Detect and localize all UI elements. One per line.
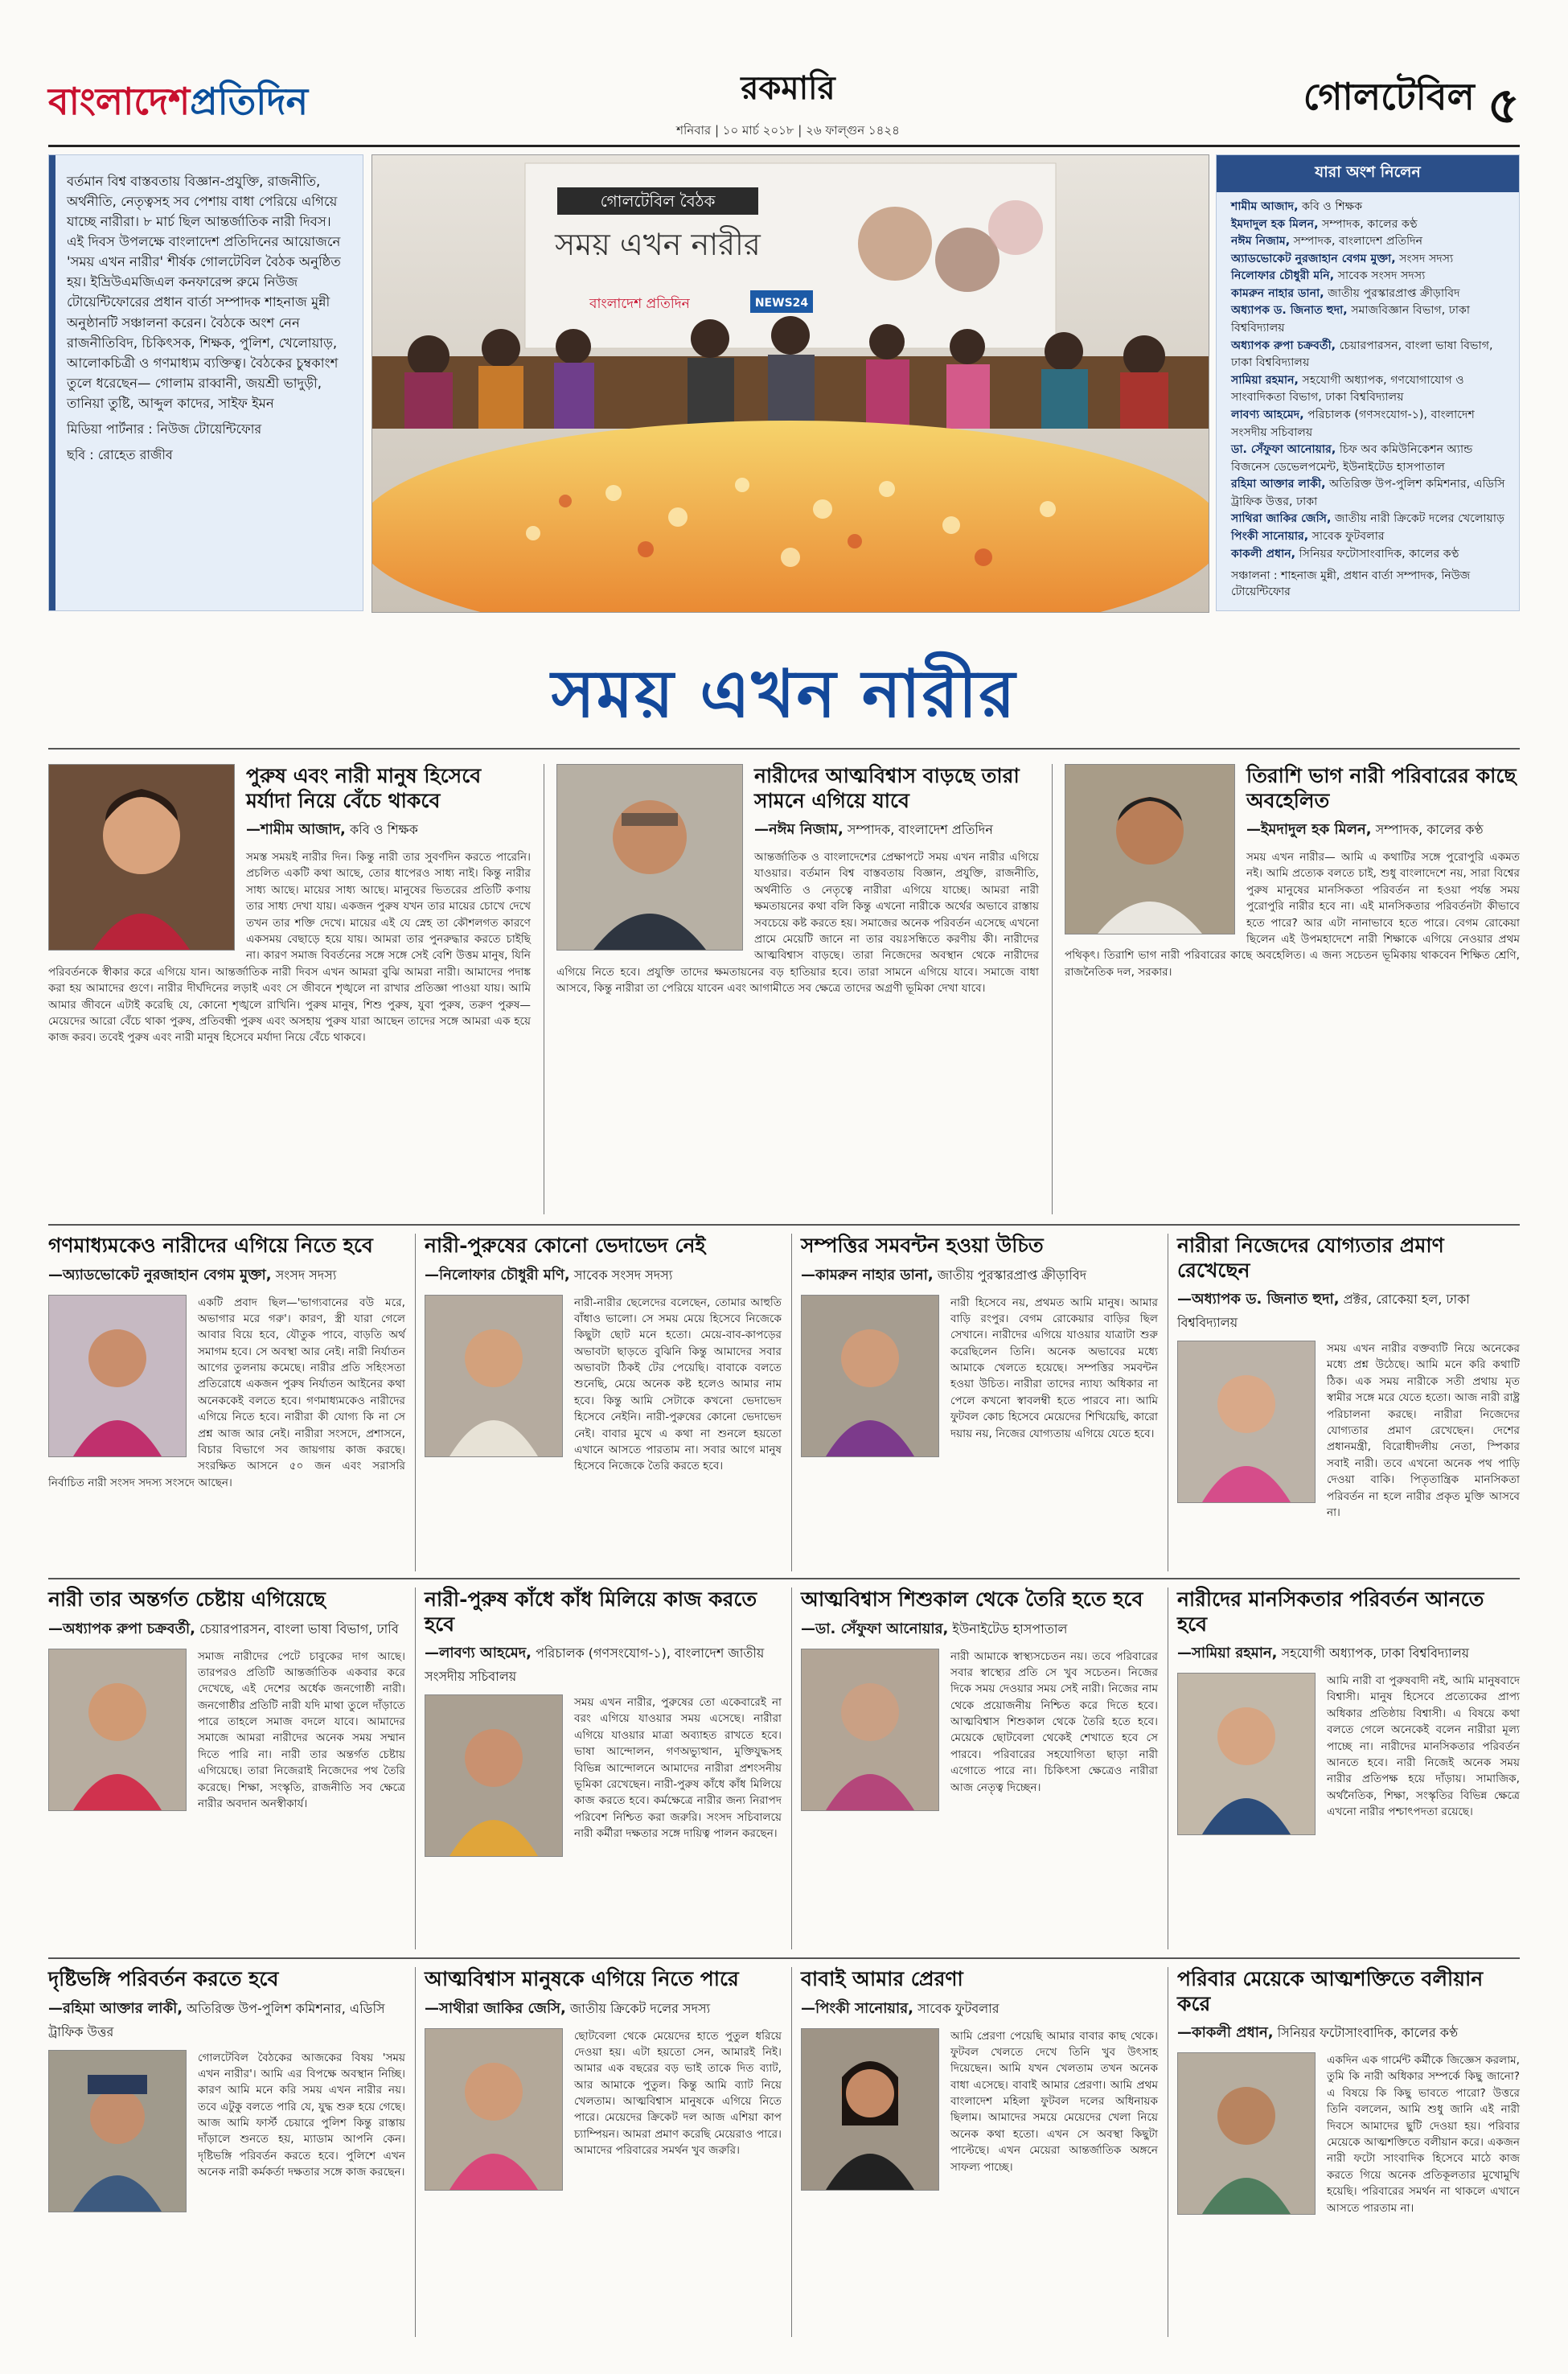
article-body: সমাজ নারীদের পেটে চাবুকের দাগ আছে। তারপরও প্রতিটি আন্তর্জাতিক একবার করে দেখেছে, এই দেশের অর্ধেক জনগোষ্ঠী নারী। জনগোষ্ঠীর প্রতিটি নারী যদি মাথা তুলে দাঁড়াতে পারে তাহলে সমাজ বদলে যাবে। আমাদের সমাজে আমরা নারীদের অনেক সময় সম্মান দিতে পারি না। নারী তার অন্তর্গত চেষ্টায় এগিয়েছে। তারা নিজেরাই নিজেদের পথ তৈরি করেছে। শিক্ষা, সংস্কৃতি, রাজনীতি সব ক্ষেত্রে নারীর অবদান অনস্বীকার্য। [198,1649,405,1811]
participant-item: ডা. সেঁফুফা আনোয়ার, চিফ অব কমিউনিকেশন অ্যান্ড বিজনেস ডেভেলপমেন্ট, ইউনাইটেড হাসপাতাল [1231,443,1473,474]
portrait-photo [425,1295,563,1457]
row-divider [48,1224,1520,1226]
participant-item: শামীম আজাদ, কবি ও শিক্ষক [1231,200,1363,213]
participants-title: যারা অংশ নিলেন [1217,155,1519,192]
main-headline: সময় এখন নারীর [551,655,1017,733]
article-title: নারী তার অন্তর্গত চেষ্টায় এগিয়েছে [48,1587,326,1611]
photo-credit: ছবি : রোহেত রাজীব [67,446,173,462]
article-rupa-chakraborty [48,1587,405,1949]
banner-line2: সময় এখন নারীর [555,227,761,262]
article-title: আত্মবিশ্বাস মানুষকে এগিয়ে নিতে পারে [425,1967,739,1990]
article-body: সমস্ত সময়ই নারীর দিন। কিন্তু নারী তার সুবর্ণদিন করতে পারেনি। প্রচলিত একটি কথা আছে, তোর ধাপেরও সাধ্য নাই। কিন্তু নারীর সাধ্য আছে। মায়ের সাধ্য আছে। মানুষের ভিতরের প্রতিটি কণায় তার সাধ্য দেখা যায়। একজন পুরুষ যখন তার মায়ের চোখে দেখে তখন তার শক্তি দেখে। মায়ের এই যে স্নেহ তা কৌশলগত কারণে একসময় বেছাড়ে হয়ে যায়। আমরা তার পুনরুদ্ধার করতে চাইছি না। কারণ সমাজ বিবর্তনের সঙ্গে সঙ্গে সেই বেশি উত্তম মানুষ, যিনি পরিবর্তনকে স্বীকার করে এগিয়ে যান। আন্তর্জাতিক নারী দিবস এখন আমরা বুঝি আমরা নারী। আমাদের পদাঙ্ক করা হয় আমাদের গুণে। নারীর দীর্ঘদিনের লড়াই এবং সে জীবনে শৃঙ্খলে না রাখার প্রতিজ্ঞা পাওয়া যায়। আমি আমার জীবনে এটাই করেছি যে, কোনো শৃঙ্খলে রাখিনি। পুরুষ মানুষ, শিশু পুরুষ, যুবা পুরুষ, তরুণ পুরুষ—মেয়েদের আরো বেঁচে থাকা পুরুষ, প্রতিবন্ধী পুরুষ এবং অসহায় পুরুষ যারা আছেন তাদের সঙ্গে আমরা এক হয়ে কাজ করব। তবেই পুরুষ এবং নারী মানুষ হিসেবে মর্যাদা নিয়ে বেঁচে থাকবে। [48,851,531,1045]
participant-item: সামিয়া রহমান, সহযোগী অধ্যাপক, গণযোগাযোগ ও সাংবাদিকতা বিভাগ, ঢাকা বিশ্ববিদ্যালয় [1231,373,1464,405]
article-title: আত্মবিশ্বাস শিশুকাল থেকে তৈরি হতে হবে [801,1587,1143,1611]
article-nilofar-chowdhury-moni [425,1234,782,1571]
portrait-photo [48,2050,187,2212]
page-number: ৫ [1487,76,1520,134]
article-sefufa-anowar [801,1587,1158,1949]
portrait-photo [556,764,743,951]
logo-part2: প্রতিদিন [190,80,309,123]
article-body: আন্তর্জাতিক ও বাংলাদেশের প্রেক্ষাপটে সময় এখন নারীর এগিয়ে যাওয়ার। বর্তমান বিশ্ব বাস্তবতায় বিজ্ঞান, প্রযুক্তি, রাজনীতি, অর্থনীতি ও নেতৃত্বে নারীরা এগিয়ে যাচ্ছে। আমরা নারী ক্ষমতায়নের কথা বলি কিন্তু এখনো নারীকে অর্থের অভাবে রাস্তায় সবচেয়ে কষ্ট করতে হয়। সমাজের অনেক পরিবর্তন এসেছে এখনো প্রামে মেয়েটি জানে না তার বয়ঃসন্ধিতে করণীয় কী। নারীদের আত্মবিশ্বাস বাড়ছে। তারা নিজেদের অবস্থান থেকে নারীদের এগিয়ে নিতে হবে। প্রযুক্তি তাদের ক্ষমতায়নের বড় হাতিয়ার হবে। তারা সামনে এগিয়ে যাবে। সমাজে বাধা আসবে, কিন্তু নারীরা তা পেরিয়ে যাবেন এবং আগামীতে সব ক্ষেত্রে তাদের অগ্রণী ভূমিকা দেখা যাবে। [556,851,1039,996]
article-body: একটি প্রবাদ ছিল—'ভাগ্যবানের বউ মরে, অভাগার মরে গরু'। কারণ, স্ত্রী যারা গেলে আবার বিয়ে হবে, যৌতুক পাবে, বাড়তি অর্থ সমাগম হবে। সে অবস্থা আর নেই। নারী নির্যাতন আগের তুলনায় কমেছে। নারীর প্রতি সহিংসতা প্রতিরোধে একজন পুরুষ নির্যাতন আইনের কথা অনেককেই বলতে হবে। গণমাধ্যমকেও নারীদের এগিয়ে নিতে হবে। নারীরা কী যোগ্য কি না সে প্রশ্ন আজ আর নেই। নারীরা সংসদে, প্রশাসনে, বিচার বিভাগে সব জায়গায় কাজ করছে। সংরক্ষিত আসনে ৫০ জন এবং সরাসরি নির্বাচিত নারী সংসদ সদস্য সংসদে আছেন। [48,1296,405,1489]
article-naem-nizam [556,764,1039,1214]
issue-date: শনিবার | ১০ মার্চ ২০১৮ | ২৬ ফাল্গুন ১৪২৪ [676,123,900,138]
article-byline: —কামরুন নাহার ডানা, জাতীয় পুরস্কারপ্রাপ্ত ক্রীড়াবিদ [801,1266,1087,1284]
column-divider [1052,764,1053,1214]
participants-list [1217,192,1519,563]
article-samia-rahman [1177,1587,1520,1949]
article-byline: —অ্যাডভোকেট নুরজাহান বেগম মুক্তা, সংসদ সদস্য [48,1266,337,1284]
article-body: গোলটেবিল বৈঠকের আজকের বিষয় 'সময় এখন নারীর'। আমি এর বিপক্ষে অবস্থান নিচ্ছি। কারণ আমি মনে করি সময় এখন নারীর নয়। তবে এটুকু বলতে পারি যে, যুদ্ধ শুরু হয়ে গেছে। আজ আমি ফার্স্ট চেয়ারে পুলিশ কিন্তু রাস্তায় দাঁড়ালে শুনতে হয়, ম্যাডাম আপনি কেন। দৃষ্টিভঙ্গি পরিবর্তন করতে হবে। পুলিশে এখন অনেক নারী কর্মকর্তা দক্ষতার সঙ্গে কাজ করছেন। [198,2051,405,2179]
article-kakoli-prodhan [1177,1967,1520,2337]
portrait-photo [1065,764,1235,934]
portrait-photo [48,1295,187,1457]
participant-item: সাথিরা জাকির জেসি, জাতীয় নারী ক্রিকেট দলের খেলোয়াড় [1231,512,1505,526]
participants-box [1216,154,1520,611]
participant-item: রহিমা আক্তার লাকী, অতিরিক্ত উপ-পুলিশ কমিশনার, এডিসি ট্রাফিক উত্তর, ঢাকা [1231,478,1505,508]
headline-rule [48,748,1520,750]
article-byline: —রহিমা আক্তার লাকী, অতিরিক্ত উপ-পুলিশ কমিশনার, এডিসি ট্রাফিক উত্তর [48,1999,385,2039]
page-label [1303,69,1520,134]
row-divider [48,1957,1520,1959]
article-byline: —নিলোফার চৌধুরী মণি, সাবেক সংসদ সদস্য [425,1266,673,1284]
article-byline: —সাথীরা জাকির জেসি, জাতীয় ক্রিকেট দলের সদস্য [425,1999,711,2017]
portrait-photo [1177,1341,1316,1503]
article-byline: —সামিয়া রহমান, সহযোগী অধ্যাপক, ঢাকা বিশ্ববিদ্যালয় [1177,1645,1470,1661]
article-nurjahan-begum-mukta [48,1234,405,1571]
article-title: পরিবার মেয়েকে আত্মশক্তিতে বলীয়ান করে [1177,1967,1484,2015]
article-byline: —লাবণ্য আহমেদ, পরিচালক (গণসংযোগ-১), বাংলাদেশ জাতীয় সংসদীয় সচিবালয় [425,1645,765,1684]
article-title: নারী-পুরুষের কোনো ভেদাভেদ নেই [425,1234,706,1257]
article-body: একদিন এক গার্মেন্ট কর্মীকে জিজ্ঞেস করলাম, তুমি কি নারী অধিকার সম্পর্কে কিছু জানো? এ বিষয়ে কি কিছু ভাবতে পারো? উত্তরে তিনি বললেন, আমি শুধু জানি এই নারী দিবসে আমাদের ছুটি দেওয়া হয়। পরিবার মেয়েকে আত্মশক্তিতে বলীয়ান করে। একজন নারী ফটো সাংবাদিক হিসেবে মাঠে কাজ করতে গিয়ে অনেক প্রতিকূলতার মুখোমুখি হয়েছি। পরিবারের সমর্থন না থাকলে এখানে আসতে পারতাম না। [1327,2054,1520,2215]
article-title: পুরুষ এবং নারী মানুষ হিসেবে মর্যাদা নিয়ে বেঁচে থাকবে [246,764,482,812]
article-byline: —ইমদাদুল হক মিলন, সম্পাদক, কালের কণ্ঠ [1246,821,1484,838]
article-body: নারী হিসেবে নয়, প্রথমত আমি মানুষ। আমার বাড়ি রংপুর। বেগম রোকেয়ার বাড়ির ছিল সেখানে। নারীদের এগিয়ে যাওয়ার যাত্রাটা শুরু করেছিলেন তিনি। অনেক অভাবের মধ্যে আমাকে খেলতে হয়েছে। সম্পত্তির সমবন্টন হওয়া উচিত। নারীরা তাদের ন্যায্য অধিকার না পেলে কখনো স্বাবলম্বী হতে পারবে না। আমি ফুটবল কোচ হিসেবে মেয়েদের শিখিয়েছি, কারো দয়ায় নয়, নিজের যোগ্যতায় এগিয়ে যেতে হবে। [950,1296,1158,1440]
article-title: দৃষ্টিভঙ্গি পরিবর্তন করতে হবে [48,1967,279,1990]
article-kamrun-nahar-dana [801,1234,1158,1571]
intro-text: বর্তমান বিশ্ব বাস্তবতায় বিজ্ঞান-প্রযুক্তি, রাজনীতি, অর্থনীতি, নেতৃত্বসহ সব পেশায় বাধা পেরিয়ে এগিয়ে যাচ্ছে নারীরা। ৮ মার্চ ছিল আন্তর্জাতিক নারী দিবস। এই দিবস উপলক্ষে বাংলাদেশ প্রতিদিনের আয়োজনে 'সময় এখন নারীর' শীর্ষক গোলটেবিল বৈঠক অনুষ্ঠিত হয়। ইভ্রিউএমজিএল কনফারেন্স রুমে নিউজ টোয়েন্টিফোরের প্রধান বার্তা সম্পাদক শাহনাজ মুন্নী অনুষ্ঠানটি সঞ্চালনা করেন। বৈঠকে অংশ নেন রাজনীতিবিদ, চিকিৎসক, শিক্ষক, পুলিশ, খেলোয়াড়, আলোকচিত্রী ও গণমাধ্যম ব্যক্তিত্ব। বৈঠকের চুম্বকাংশ তুলে ধরেছেন— গোলাম রাব্বানী, জয়শ্রী ভাদুড়ী, তানিয়া তুষ্টি, আব্দুল কাদের, সাইফ ইমন [67,174,341,411]
portrait-photo [48,764,235,951]
participant-item: লাবণ্য আহমেদ, পরিচালক (গণসংযোগ-১), বাংলাদেশ সংসদীয় সচিবালয় [1231,408,1475,439]
participant-item: নিলোফার চৌধুরী মনি, সাবেক সংসদ সদস্য [1231,269,1426,283]
participant-item: নঈম নিজাম, সম্পাদক, বাংলাদেশ প্রতিদিন [1231,235,1423,248]
article-body: সময় এখন নারীর— আমি এ কথাটির সঙ্গে পুরোপুরি একমত নই। আমি প্রত্যেক বলতে চাই, শুধু বাংলাদেশে নয়, সারা বিশ্বের পুরুষ মানুষের মানসিকতা পরিবর্তন না হওয়া পর্যন্ত সময় পুরোপুরি নারীর হবে না। এই মানসিকতার পরিবর্তনটা কীভাবে হতে পারে? আর এটা নানাভাবে হতে পারে। বেগম রোকেয়া ছিলেন এই উপমহাদেশে নারী শিক্ষাকে এগিয়ে নেওয়ার প্রথম পথিকৃৎ। তিরাশি ভাগ নারী পরিবারের কাছে অবহেলিত। এ জন্য সচেতন ভূমিকায় থাকবেন শিক্ষিত শ্রেণি, রাজনৈতিক দল, সরকার। [1065,851,1520,979]
portrait-photo [801,1295,939,1457]
portrait-photo [1177,2052,1316,2215]
banner-partner: NEWS24 [754,297,809,310]
column-divider [791,1967,792,2337]
participant-item: কামরুন নাহার ডানা, জাতীয় পুরস্কারপ্রাপ্ত ক্রীড়াবিদ [1231,286,1460,300]
portrait-photo [425,1694,563,1857]
article-byline: —পিংকী সানোয়ার, সাবেক ফুটবলার [801,1999,999,2017]
article-body: ছোটবেলা থেকে মেয়েদের হাতে পুতুল ধরিয়ে দেওয়া হয়। এটা হয়তো সেন, আমারই নিই। আমার এক বছরের বড় ভাই তাকে দিত ব্যাট, আর আমাকে পুতুল। কিন্তু আমি ব্যাট নিয়ে খেলতাম। আত্মবিশ্বাস মানুষকে এগিয়ে নিতে পারে। মেয়েদের ক্রিকেট দল আজ এশিয়া কাপ চ্যাম্পিয়ন। আমরা প্রমাণ করেছি মেয়েরাও পারে। আমাদের পরিবারের সমর্থন খুব জরুরি। [574,2029,782,2158]
article-body: নারী-নারীর ছেলেদের বলেছেন, তোমার আহুতি বাঁধাও ভালো। সে সময় মেয়ে হিসেবে নিজেকে কিছুটা ছোট মনে হতো। মেয়ে-বাব-কাপড়ের অভাবটা ছাড়তে বুঝিনি কিন্তু আমাদের সবার অভাবটা ঠিকই টের পেয়েছি। বাবাকে বলতে শুনেছি, মেয়ে অনেক কষ্ট হলেও আমার নাম হবে। কিন্তু আমি সেটাকে কখনো ভেদাভেদ হিসেবে নেইনি। নারী-পুরুষের কোনো ভেদাভেদ নেই। বাবার মুখে এ কথা না শুনলে হয়তো এখানে আসতে পারতাম না। সবার আগে মানুষ হিসেবে নিজেকে তৈরি করতে হবে। [574,1296,782,1473]
article-body: নারী আমাকে স্বাস্থ্যসচেতন নয়। তবে পরিবারের সবার স্বাস্থ্যের প্রতি সে খুব সচেতন। নিজের দিকে সময় দেওয়ার সময় সেই নারী। নিজের নাম থেকে প্রয়োজনীয় নিশ্চিত করে দিতে হবে। আত্মবিশ্বাস শিশুকাল থেকে তৈরি হতে হবে। মেয়েকে ছোটবেলা থেকেই শেখাতে হবে সে পারবে। পরিবারের সহযোগিতা ছাড়া নারী এগোতে পারে না। চিকিৎসা ক্ষেত্রেও নারীরা আজ নেতৃত্ব দিচ্ছেন। [950,1649,1158,1794]
article-imdadul-haq-milon [1065,764,1520,1214]
portrait-photo [801,1649,939,1811]
article-body: সময় এখন নারীর, পুরুষের তো একেবারেই না বরং এগিয়ে যাওয়ার সময় এসেছে। নারীরা এগিয়ে যাওয়ার মাত্রা অব্যাহত রাখতে হবে। ভাষা আন্দোলন, গণঅভ্যুত্থান, মুক্তিযুদ্ধসহ বিভিন্ন আন্দোলনে আমাদের নারীরা প্রশংসনীয় ভূমিকা রেখেছেন। নারী-পুরুষ কাঁধে কাঁধ মিলিয়ে কাজ করতে হবে। কর্মক্ষেত্রে নারীর জন্য নিরাপদ পরিবেশ নিশ্চিত করা জরুরি। সংসদ সচিবালয়ে নারী কর্মীরা দক্ষতার সঙ্গে দায়িত্ব পালন করছেন। [574,1696,782,1841]
column-divider [791,1234,792,1571]
host-credit: সঞ্চালনা : শাহনাজ মুন্নী, প্রধান বার্তা সম্পাদক, নিউজ টোয়েন্টিফোর [1231,569,1471,599]
article-title: নারীরা নিজেদের যোগ্যতার প্রমাণ রেখেছেন [1177,1234,1444,1282]
participant-item: অধ্যাপক রুপা চক্রবর্তী, চেয়ারপারসন, বাংলা ভাষা বিভাগ, ঢাকা বিশ্ববিদ্যালয় [1231,339,1493,370]
article-title: নারী-পুরুষ কাঁধে কাঁধ মিলিয়ে কাজ করতে হবে [425,1587,757,1636]
newspaper-logo [48,74,308,135]
article-rahima-akter-lucky [48,1967,405,2337]
banner-line1: গোলটেবিল বৈঠক [600,191,716,211]
article-title: তিরাশি ভাগ নারী পরিবারের কাছে অবহেলিত [1246,764,1517,812]
article-zinat-huda [1177,1234,1520,1571]
masthead [48,56,1520,147]
banner-brand: বাংলাদেশ প্রতিদিন [589,296,690,312]
article-byline: —ডা. সেঁফুফা আনোয়ার, ইউনাইটেড হাসপাতাল [801,1620,1068,1637]
article-body: আমি নারী বা পুরুষবাদী নই, আমি মানুষবাদে বিশ্বাসী। মানুষ হিসেবে প্রত্যেকের প্রাপ্য অধিকার প্রতিষ্ঠায় বিশ্বাসী। এ বিষয়ে কথা বলতে গেলে অনেকেই বলেন নারীরা মূল্য পাচ্ছে না। নারীদের মানসিকতার পরিবর্তন আনতে হবে। নারী নিজেই অনেক সময় নারীর প্রতিপক্ষ হয়ে দাঁড়ায়। সামাজিক, অর্থনৈতিক, শিক্ষা, সংস্কৃতির বিভিন্ন ক্ষেত্রে এখনো নারীর পশ্চাৎপদতা রয়েছে। [1327,1674,1520,1819]
article-body: আমি প্রেরণা পেয়েছি আমার বাবার কাছ থেকে। ফুটবল খেলতে দেখে তিনি খুব উৎসাহ দিয়েছেন। আমি যখন খেলতাম তখন অনেক বাধা এসেছে। বাবাই আমার প্রেরণা। আমি প্রথম বাংলাদেশ মহিলা ফুটবল দলের অধিনায়ক ছিলাম। আমাদের সময়ে মেয়েদের খেলা নিয়ে অনেক কথা হতো। এখন সে অবস্থা কিছুটা পাল্টেছে। এখন মেয়েরা আন্তর্জাতিক অঙ্গনে সাফল্য পাচ্ছে। [950,2029,1158,2174]
intro-accent-bar [49,155,55,610]
section-right-name: গোলটেবিল [1303,75,1475,118]
column-divider [415,1967,416,2337]
portrait-photo [425,2028,563,2191]
article-title: গণমাধ্যমকেও নারীদের এগিয়ে নিতে হবে [48,1234,373,1257]
logo-part1: বাংলাদেশ [48,80,191,123]
article-byline: —অধ্যাপক রুপা চক্রবর্তী, চেয়ারপারসন, বাংলা ভাষা বিভাগ, ঢাবি [48,1620,399,1637]
participant-item: পিংকী সানোয়ার, সাবেক ফুটবলার [1231,529,1385,543]
row-divider [48,1578,1520,1579]
article-sathira-jakir-jesy [425,1967,782,2337]
media-partner: মিডিয়া পার্টনার : নিউজ টোয়েন্টিফোর [67,421,262,437]
participant-item: কাকলী প্রধান, সিনিয়র ফটোসাংবাদিক, কালের কণ্ঠ [1231,547,1459,561]
roundtable-photo [371,154,1209,613]
article-title: নারীদের আত্মবিশ্বাস বাড়ছে তারা সামনে এগিয়ে যাবে [754,764,1020,812]
article-pinky-sanowar [801,1967,1158,2337]
participant-item: অ্যাডভোকেট নুরজাহান বেগম মুক্তা, সংসদ সদস্য [1231,252,1454,265]
article-title: সম্পত্তির সমবন্টন হওয়া উচিত [801,1234,1044,1257]
article-shamim-azad [48,764,531,1214]
article-byline: —অধ্যাপক ড. জিনাত হুদা, প্রক্টর, রোকেয়া হল, ঢাকা বিশ্ববিদ্যালয় [1177,1291,1470,1330]
column-divider [415,1587,416,1949]
article-byline: —কাকলী প্রধান, সিনিয়র ফটোসাংবাদিক, কালের কণ্ঠ [1177,2024,1459,2041]
article-body: সময় এখন নারীর বক্তব্যটি নিয়ে অনেকের মধ্যে প্রশ্ন উঠেছে। আমি মনে করি কথাটি ঠিক। এক সময় নারীকে সতী প্রথায় মৃত স্বামীর সঙ্গে মরে যেতে হতো। আজ নারী রাষ্ট্র পরিচালনা করছে। নারীরা নিজেদের যোগ্যতার প্রমাণ রেখেছেন। দেশের প্রধানমন্ত্রী, বিরোধীদলীয় নেতা, স্পিকার সবাই নারী। তবে এখনো অনেক পথ পাড়ি দেওয়া বাকি। পিতৃতান্ত্রিক মানসিকতা পরিবর্তন না হলে নারীর প্রকৃত মুক্তি আসবে না। [1327,1342,1520,1519]
participant-item: ইমদাদুল হক মিলন, সম্পাদক, কালের কণ্ঠ [1231,217,1418,231]
portrait-photo [1177,1673,1316,1835]
portrait-photo [48,1649,187,1811]
article-title: নারীদের মানসিকতার পরিবর্তন আনতে হবে [1177,1587,1484,1636]
portrait-photo [801,2028,939,2191]
article-title: বাবাই আমার প্রেরণা [801,1967,963,1990]
article-labonno-ahmed [425,1587,782,1949]
section-name: রকমারি [741,69,835,107]
intro-box [48,154,363,611]
column-divider [791,1587,792,1949]
section-header [603,63,973,142]
article-byline: —নঈম নিজাম, সম্পাদক, বাংলাদেশ প্রতিদিন [754,821,993,838]
column-divider [415,1234,416,1571]
participant-item: অধ্যাপক ড. জিনাত হুদা, সমাজবিজ্ঞান বিভাগ, ঢাকা বিশ্ববিদ্যালয় [1231,304,1471,335]
article-byline: —শামীম আজাদ, কবি ও শিক্ষক [246,821,418,838]
